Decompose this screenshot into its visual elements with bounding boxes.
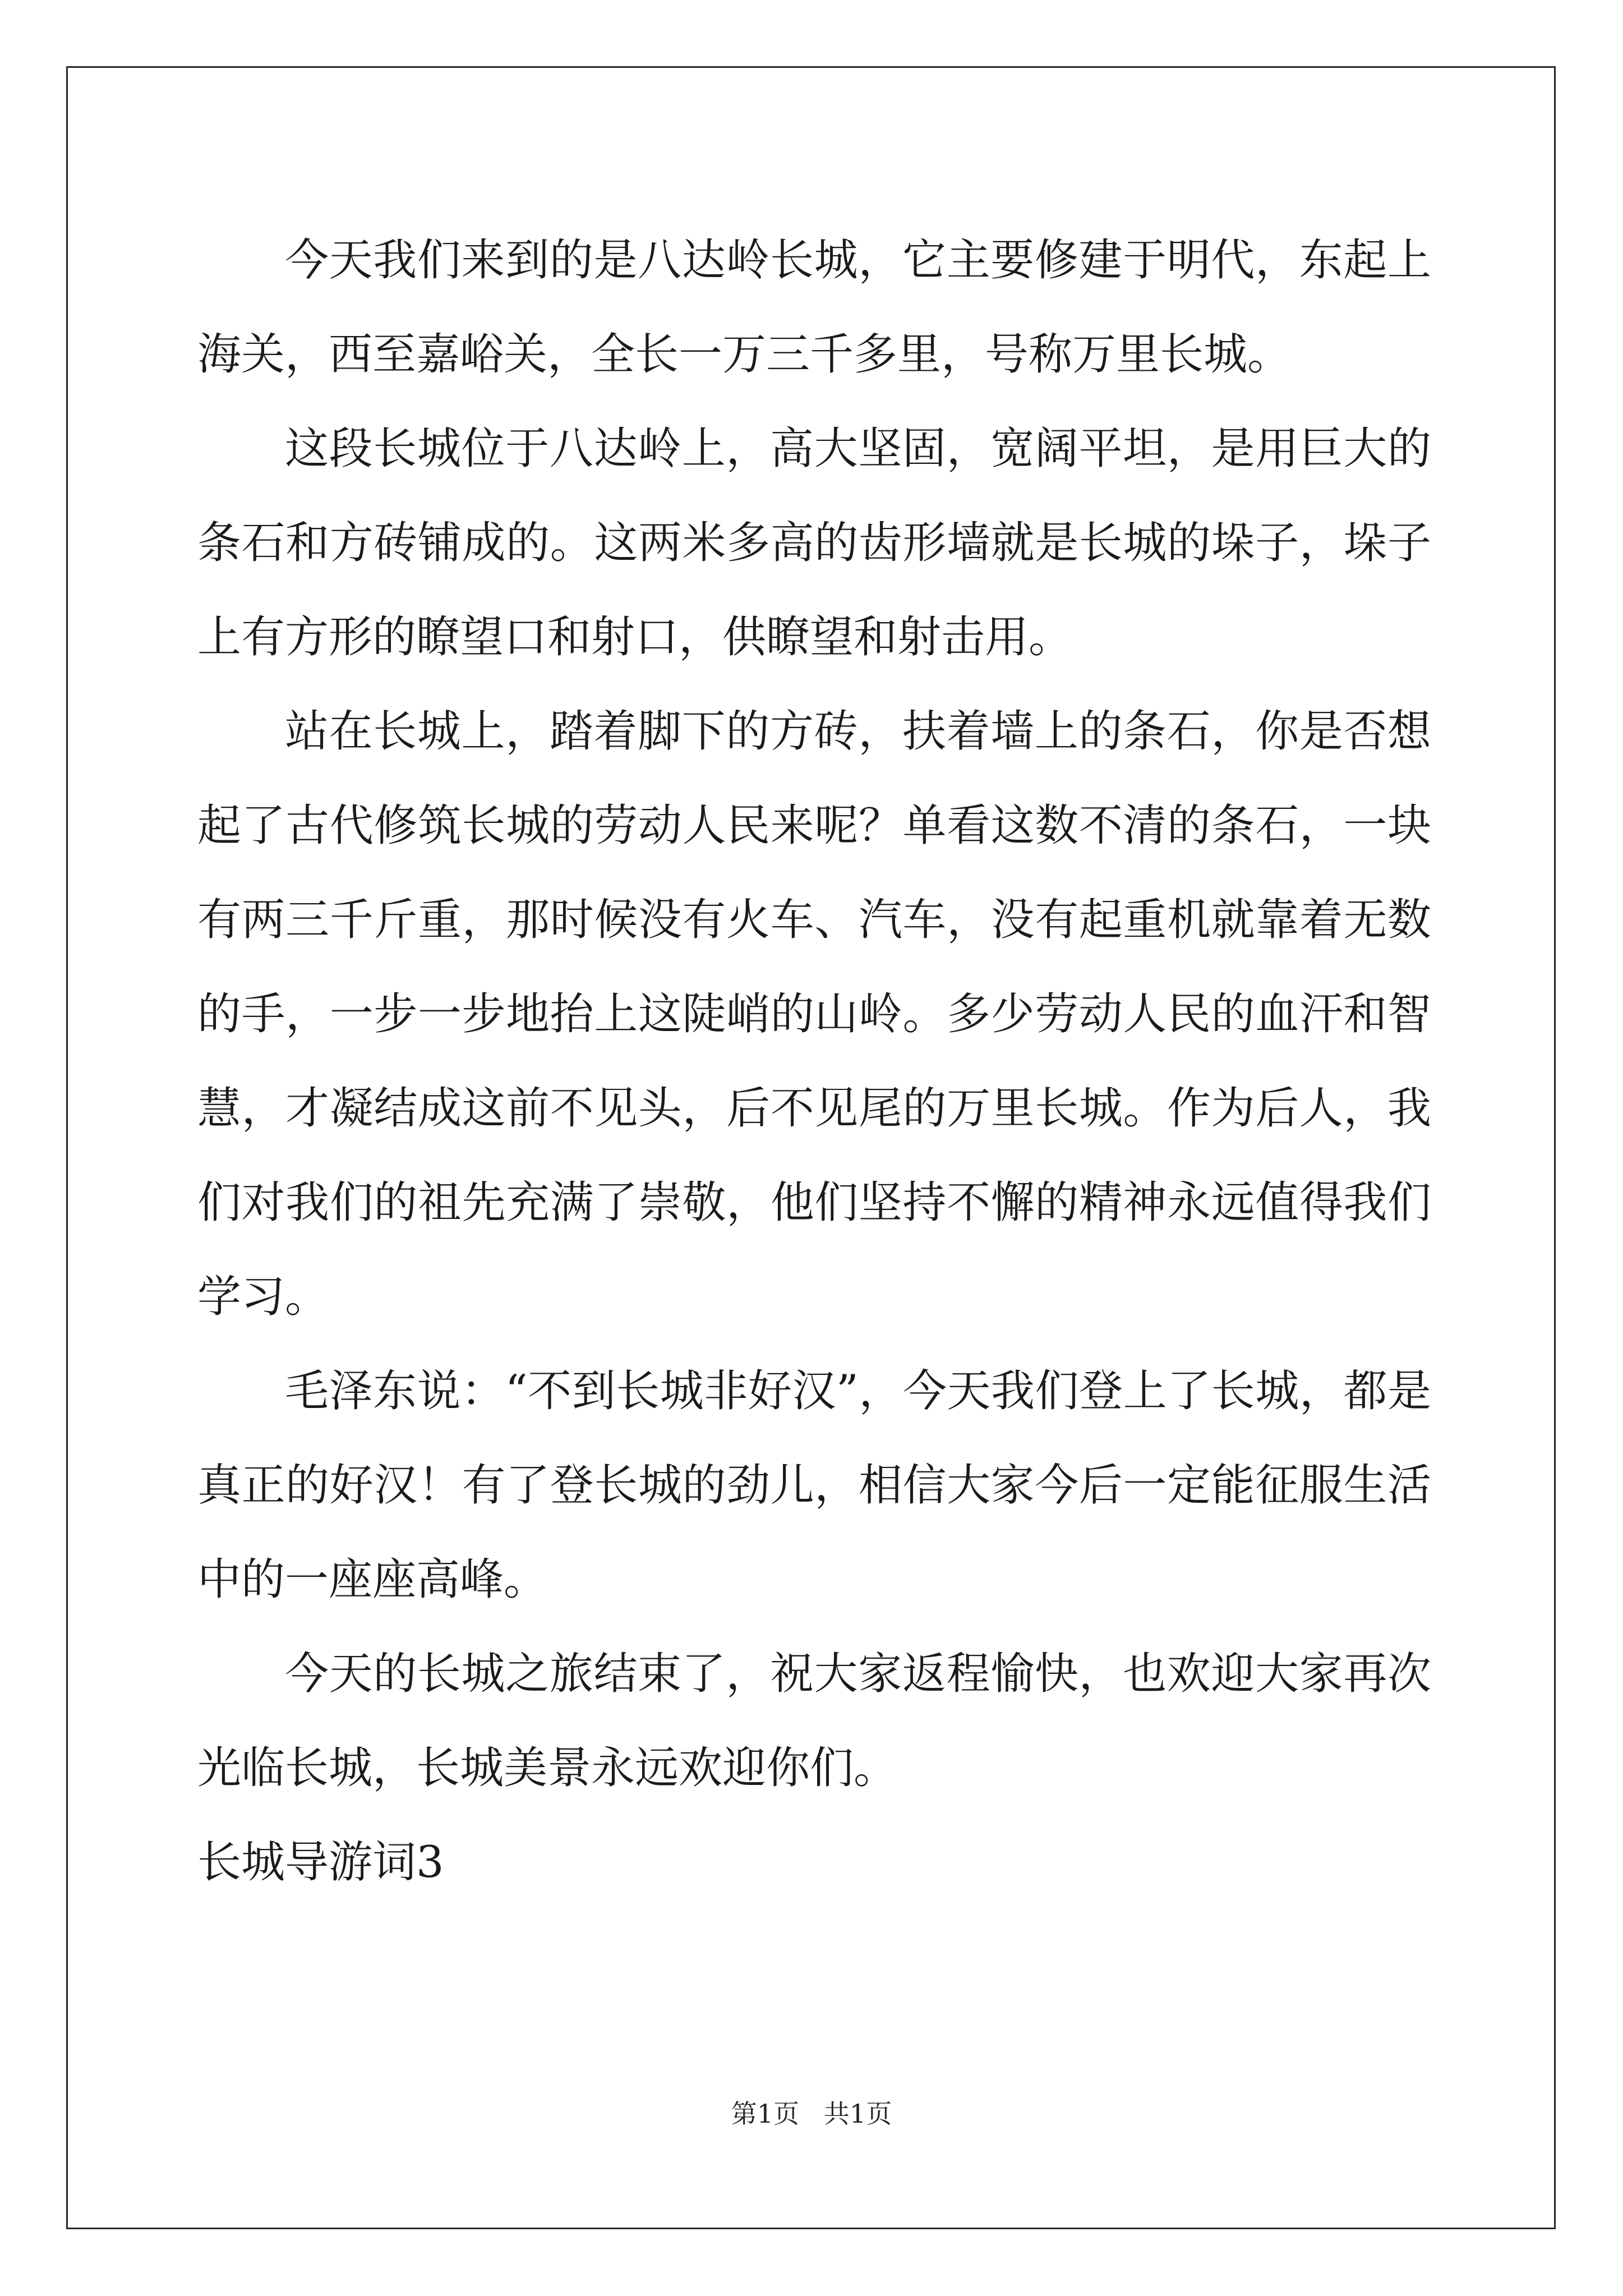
paragraph-1: 今天我们来到的是八达岭长城，它主要修建于明代，东起上海关，西至嘉峪关，全长一万三千多里，号称万里长城。 — [197, 235, 1431, 380]
page-footer: 第1页 共1页 — [731, 2099, 892, 2129]
document-body — [197, 213, 1431, 1910]
section-heading: 长城导游词3 — [197, 1837, 444, 1888]
paragraph-5: 今天的长城之旅结束了，祝大家返程愉快，也欢迎大家再次光临长城，长城美景永远欢迎你们。 — [197, 1649, 1431, 1793]
paragraph-2: 这段长城位于八达岭上，高大坚固，宽阔平坦，是用巨大的条石和方砖铺成的。这两米多高的齿形墙就是长城的垛子，垛子上有方形的瞭望口和射口，供瞭望和射击用。 — [197, 424, 1431, 662]
paragraph-3: 站在长城上，踏着脚下的方砖，扶着墙上的条石，你是否想起了古代修筑长城的劳动人民来呢？单看这数不清的条石，一块有两三千斤重，那时候没有火车、汽车，没有起重机就靠着无数的手，一步一步地抬上这陡峭的山岭。多少劳动人民的血汗和智慧，才凝结成这前不见头，后不见尾的万里长城。作为后人，我们对我们的祖先充满了崇敬，他们坚持不懈的精神永远值得我们学习。 — [197, 706, 1431, 1322]
paragraph-4: 毛泽东说：“不到长城非好汉”，今天我们登上了长城，都是真正的好汉！有了登长城的劲儿，相信大家今后一定能征服生活中的一座座高峰。 — [197, 1366, 1431, 1605]
